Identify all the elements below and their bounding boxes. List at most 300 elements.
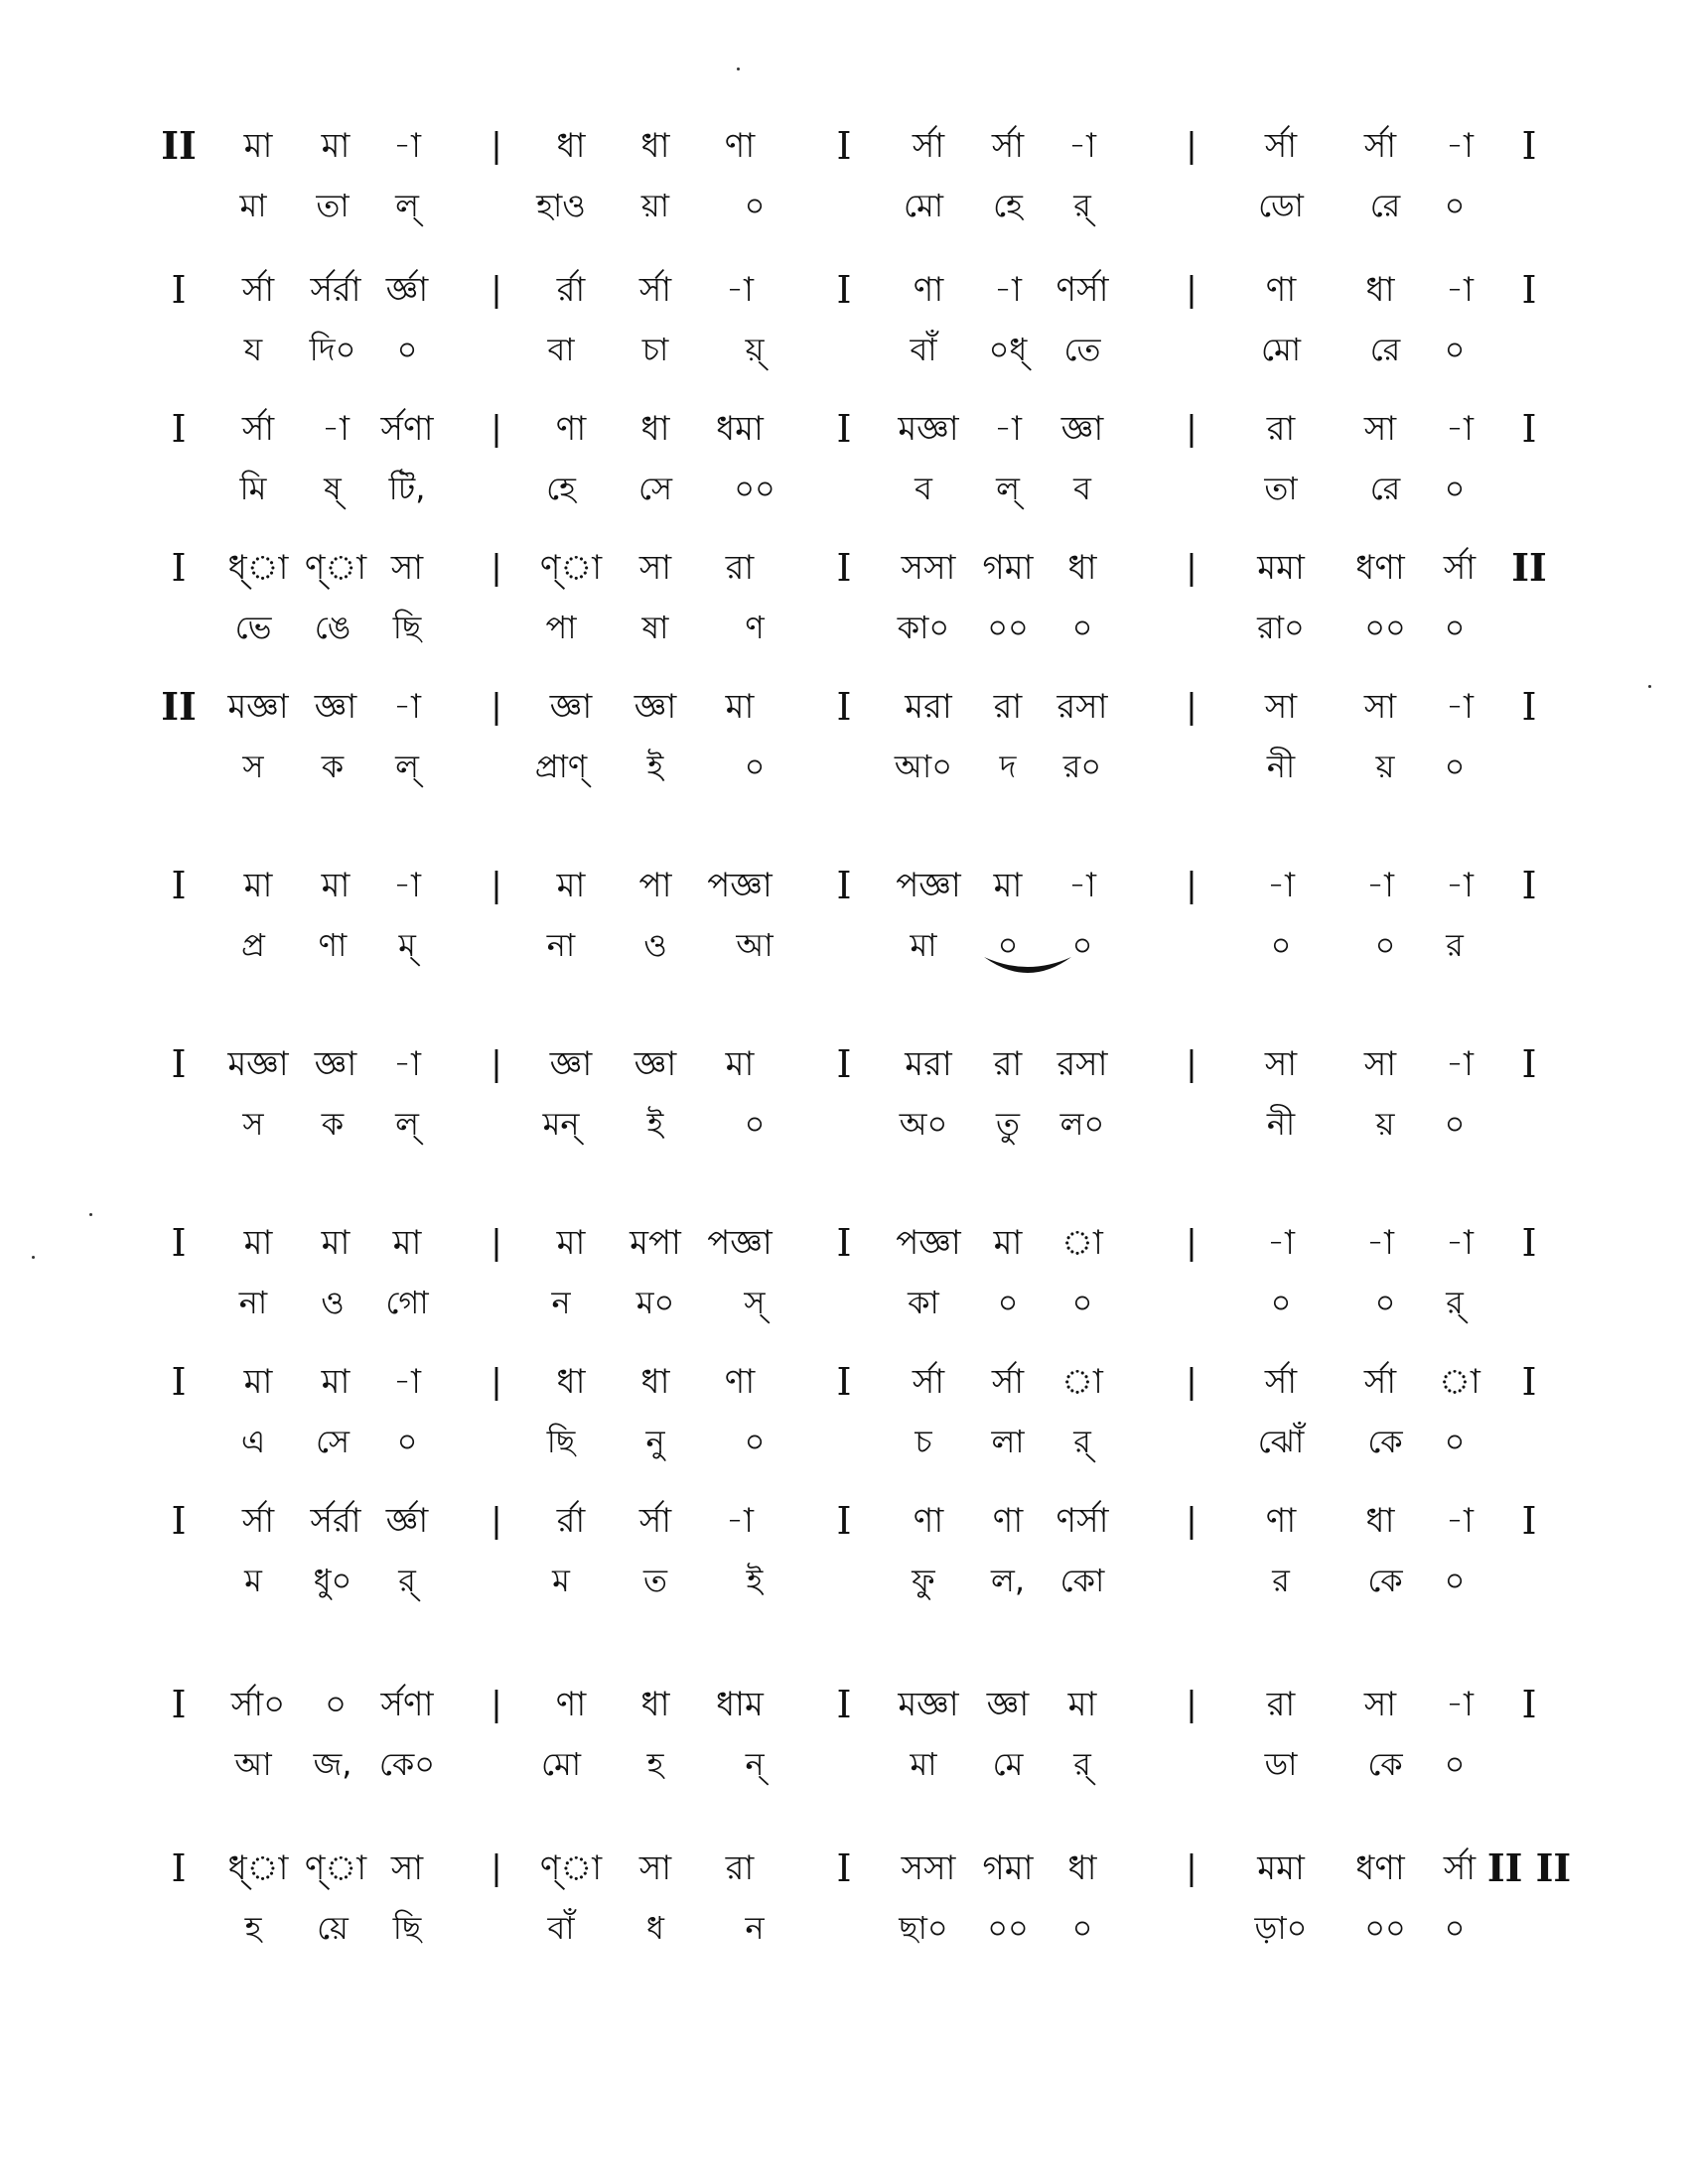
swara-note: সা (1363, 1044, 1397, 1084)
lyric-syllable: ছি (392, 609, 422, 646)
swara-note: া (1439, 1362, 1480, 1402)
notation-row (0, 1360, 1688, 1424)
lyric-syllable: ০০ (1364, 609, 1406, 646)
swara-note: ধা (640, 409, 670, 449)
lyric-syllable: ডা (1264, 1745, 1298, 1783)
lyric-syllable: হ (244, 1909, 262, 1947)
lyric-syllable: ঙে (314, 609, 352, 646)
swara-note: ণা (913, 1501, 944, 1541)
bar-line: | (491, 1685, 502, 1724)
swara-note: -া (1446, 1044, 1474, 1084)
lyric-syllable: ন্ (745, 1745, 765, 1783)
swara-note: মা (556, 866, 586, 905)
swara-note: ণ্া (304, 548, 367, 588)
bar-line: | (1186, 1362, 1197, 1402)
swara-note: -া (1446, 1223, 1474, 1263)
swara-note: র্সা (1264, 126, 1298, 166)
lyric-syllable: কা (908, 1284, 939, 1321)
swara-note: মা (321, 1223, 351, 1263)
bar-line: | (1186, 1044, 1197, 1084)
swara-note: মা (993, 866, 1023, 905)
notation-row (0, 407, 1688, 471)
notation-row (0, 1042, 1688, 1106)
lyric-syllable: ধু০ (313, 1562, 352, 1599)
swara-note: র্সা (912, 126, 945, 166)
lyric-syllable: রে (1369, 187, 1401, 224)
bar-line: | (1186, 1848, 1197, 1888)
lyric-syllable: র্ (398, 1562, 416, 1599)
bar-line: | (1186, 409, 1197, 449)
bar-line: I (171, 1360, 187, 1404)
lyric-syllable: য়্ (745, 331, 765, 368)
swara-note: ণা (913, 270, 944, 310)
lyric-syllable: ও (321, 1284, 345, 1321)
lyric-syllable: ০ (1071, 609, 1093, 646)
swara-note: সা (390, 548, 424, 588)
lyric-syllable: মা (910, 1745, 937, 1783)
swara-note: ধা (640, 126, 670, 166)
swara-note: র্সণা (380, 409, 434, 449)
lyric-syllable: কে (1367, 1745, 1403, 1783)
swara-note: র্সা (1363, 1362, 1397, 1402)
swara-note: ণর্সা (1055, 1501, 1109, 1541)
lyric-syllable: ০০ (734, 470, 775, 507)
lyric-syllable: বা (547, 331, 575, 368)
swara-note: ধা (556, 1362, 586, 1402)
lyric-syllable: গো (385, 1284, 429, 1321)
notation-row (0, 685, 1688, 749)
bar-line: | (491, 687, 502, 727)
scan-speck (1648, 685, 1651, 688)
bar-line: I (836, 1360, 852, 1404)
bar-line: | (491, 1501, 502, 1541)
swara-note: মরা (905, 1044, 952, 1084)
lyric-row (0, 745, 1688, 808)
lyric-syllable: লা (991, 1423, 1025, 1460)
swara-note: সা (1264, 1044, 1298, 1084)
lyric-syllable: মা (239, 187, 267, 224)
lyric-syllable: জ, (313, 1745, 352, 1783)
swara-note: র্সর্রা (310, 1501, 361, 1541)
lyric-syllable: স্ (744, 1284, 766, 1321)
lyric-syllable: ০ (997, 1284, 1019, 1321)
swara-note: মরা (905, 687, 952, 727)
swara-note: সা (1363, 687, 1397, 727)
swara-note: রা (993, 1044, 1023, 1084)
swara-note: মা (392, 1223, 422, 1263)
lyric-syllable: মো (540, 1745, 582, 1783)
swara-note: -া (1446, 270, 1474, 310)
swara-note: র্সা (241, 1501, 275, 1541)
lyric-row (0, 1906, 1688, 1970)
bar-line: | (491, 1044, 502, 1084)
swara-note: -া (994, 270, 1022, 310)
bar-line: I (1521, 1221, 1537, 1265)
lyric-syllable: মি (239, 470, 267, 507)
swara-note: জ্ঞা (314, 687, 357, 727)
lyric-syllable: ০ (1444, 1745, 1466, 1783)
swara-note: রা (1266, 1685, 1296, 1724)
bar-line: | (1186, 270, 1197, 310)
lyric-syllable: বাঁ (547, 1909, 575, 1947)
lyric-syllable: র্ (1073, 187, 1091, 224)
notation-row (0, 1221, 1688, 1285)
lyric-syllable: হে (993, 187, 1023, 224)
lyric-syllable: ডো (1258, 187, 1304, 224)
swara-note: ণা (1265, 1501, 1297, 1541)
bar-line: | (491, 409, 502, 449)
bar-line: I (171, 1221, 187, 1265)
bar-line: | (491, 1848, 502, 1888)
bar-line: I (836, 407, 852, 451)
lyric-syllable: ০ (1444, 1909, 1466, 1947)
lyric-syllable: য়া (640, 187, 670, 224)
lyric-row (0, 1559, 1688, 1622)
bar-line: II II (1486, 1845, 1572, 1890)
swara-note: মা (725, 1044, 755, 1084)
scan-speck (737, 68, 740, 70)
lyric-syllable: স (242, 748, 264, 785)
swara-note: ণা (724, 1362, 756, 1402)
swara-note: সসা (901, 548, 956, 588)
lyric-syllable: নী (1266, 1105, 1296, 1143)
notation-row (0, 1846, 1688, 1910)
swara-note: -া (322, 409, 350, 449)
lyric-syllable: কে (1367, 1562, 1403, 1599)
lyric-syllable: কো (1059, 1562, 1105, 1599)
swara-note: ধমা (716, 409, 764, 449)
swara-note: া (1061, 1362, 1103, 1402)
swara-note: পজ্ঞা (896, 866, 961, 905)
swara-note: ধ্া (227, 548, 289, 588)
swara-note: -া (393, 1044, 421, 1084)
swara-note: র্সা (1363, 126, 1397, 166)
swara-note: ধা (640, 1362, 670, 1402)
notation-row (0, 864, 1688, 927)
swara-note: সা (1363, 409, 1397, 449)
swara-note: গমা (982, 1848, 1034, 1888)
notation-row (0, 546, 1688, 610)
lyric-syllable: ০ (744, 748, 766, 785)
swara-note: মা (243, 1223, 273, 1263)
lyric-syllable: র্ (1073, 1745, 1091, 1783)
swara-note: র্সা (1443, 1848, 1477, 1888)
lyric-syllable: ল, (990, 1562, 1026, 1599)
swara-note: মজ্ঞা (898, 409, 959, 449)
lyric-syllable: ০ (1071, 1909, 1093, 1947)
swara-note: -া (1446, 687, 1474, 727)
swara-note: র্সা (241, 409, 275, 449)
lyric-syllable: ঝোঁ (1257, 1423, 1305, 1460)
swara-note: র্সর্রা (310, 270, 361, 310)
lyric-syllable: ০০ (1364, 1909, 1406, 1947)
lyric-syllable: ০ (744, 187, 766, 224)
lyric-syllable: তু (995, 1105, 1021, 1143)
lyric-syllable: তা (1264, 470, 1298, 507)
lyric-syllable: ল্ (395, 748, 419, 785)
lyric-syllable: ম০ (635, 1284, 675, 1321)
lyric-syllable: ০ (744, 1105, 766, 1143)
lyric-syllable: নু (645, 1423, 665, 1460)
lyric-syllable: ণা (318, 926, 348, 964)
swara-note: ণ্া (539, 548, 603, 588)
notation-row (0, 1683, 1688, 1746)
lyric-syllable: য (243, 331, 263, 368)
swara-note: র্সা (638, 1501, 672, 1541)
lyric-syllable: কে (1367, 1423, 1403, 1460)
swara-note: মা (243, 126, 273, 166)
lyric-syllable: প্রাণ্ (534, 748, 588, 785)
lyric-syllable: ল্ (395, 187, 419, 224)
swara-note: ণা (992, 1501, 1024, 1541)
lyric-syllable: র্ (1446, 1284, 1464, 1321)
swara-note: জ্ঞা (633, 1044, 677, 1084)
bar-line: I (836, 546, 852, 590)
bar-line: I (836, 1846, 852, 1890)
lyric-syllable: ০ (1374, 1284, 1396, 1321)
bar-line: II (161, 684, 197, 729)
lyric-syllable: ছা০ (899, 1909, 948, 1947)
bar-line: | (1186, 1685, 1197, 1724)
swara-note: ধা (1067, 1848, 1097, 1888)
swara-note: মা (556, 1223, 586, 1263)
bar-line: I (1521, 407, 1537, 451)
swara-note: সা (638, 548, 672, 588)
lyric-syllable: মে (992, 1745, 1024, 1783)
lyric-syllable: ০ (1444, 331, 1466, 368)
swara-note: -া (1366, 1223, 1394, 1263)
lyric-syllable: রে (1369, 470, 1401, 507)
bar-line: I (1521, 685, 1537, 729)
notation-row (0, 124, 1688, 188)
swara-note: -া (1446, 1501, 1474, 1541)
lyric-syllable: ম (244, 1562, 262, 1599)
swara-note: জ্ঞা (549, 687, 593, 727)
swara-note: মা (321, 126, 351, 166)
lyric-syllable: ল্ (395, 1105, 419, 1143)
lyric-syllable: আ (234, 1745, 272, 1783)
swara-note: র্জ্ঞা (385, 1501, 429, 1541)
bar-line: I (836, 124, 852, 168)
lyric-syllable: কা০ (897, 609, 950, 646)
swara-note: র্সণা (380, 1685, 434, 1724)
bar-line: I (171, 407, 187, 451)
bar-line: | (491, 270, 502, 310)
swara-note: মজ্ঞা (227, 1044, 289, 1084)
swara-note: জ্ঞা (549, 1044, 593, 1084)
swara-note: -া (726, 1501, 754, 1541)
lyric-syllable: ষ্ (324, 470, 342, 507)
lyric-syllable: সে (637, 470, 673, 507)
swara-note: ণা (724, 126, 756, 166)
bar-line: | (491, 126, 502, 166)
swara-note: ধ্া (227, 1848, 289, 1888)
swara-note: র্সা (991, 126, 1025, 166)
swara-note: মা (1067, 1685, 1097, 1724)
swara-note: রা (993, 687, 1023, 727)
swara-note: রা (725, 548, 755, 588)
lyric-syllable: চ (914, 1423, 932, 1460)
swara-note: -া (1446, 409, 1474, 449)
lyric-syllable: পা (545, 609, 577, 646)
swara-note: া (1061, 1223, 1103, 1263)
lyric-syllable: য় (1375, 748, 1395, 785)
swara-note: ০ (324, 1685, 348, 1724)
lyric-syllable: র (1272, 1562, 1290, 1599)
swara-note: ণর্সা (1055, 270, 1109, 310)
lyric-syllable: ভে (234, 609, 272, 646)
swara-note: র্জ্ঞা (385, 270, 429, 310)
lyric-syllable: ০ (1270, 1284, 1292, 1321)
swara-note: সা (390, 1848, 424, 1888)
lyric-syllable: ন (745, 1909, 765, 1947)
swara-note: -া (1267, 1223, 1295, 1263)
lyric-syllable: ল০ (1059, 1105, 1105, 1143)
swara-note: মা (725, 687, 755, 727)
lyric-syllable: ০ (396, 331, 418, 368)
lyric-syllable: ণ (745, 609, 765, 646)
swara-note: ধা (1067, 548, 1097, 588)
lyric-syllable: টি, (388, 470, 426, 507)
lyric-syllable: তে (1063, 331, 1101, 368)
bar-line: II (1511, 545, 1547, 590)
bar-line: I (836, 1499, 852, 1543)
lyric-row (0, 328, 1688, 391)
swara-note: -া (1446, 126, 1474, 166)
swara-note: মা (243, 1362, 273, 1402)
swara-note: র্সা (991, 1362, 1025, 1402)
bar-line: I (836, 864, 852, 907)
lyric-syllable: এ (240, 1423, 266, 1460)
swara-note: ধা (640, 1685, 670, 1724)
lyric-syllable: হে (546, 470, 576, 507)
swara-note: ণ্া (304, 1848, 367, 1888)
bar-line: | (1186, 548, 1197, 588)
lyric-syllable: না (546, 926, 576, 964)
bar-line: I (171, 1683, 187, 1726)
lyric-syllable: ল্ (996, 470, 1020, 507)
swara-note: র্সা (638, 270, 672, 310)
bar-line: I (171, 268, 187, 312)
swara-note: র্সা০ (230, 1685, 286, 1724)
bar-line: | (491, 548, 502, 588)
lyric-syllable: ই (646, 748, 664, 785)
swara-note: গমা (982, 548, 1034, 588)
bar-line: I (171, 1042, 187, 1086)
lyric-syllable: কে০ (378, 1745, 436, 1783)
lyric-syllable: হ (646, 1745, 664, 1783)
swara-note: -া (393, 126, 421, 166)
notation-row (0, 268, 1688, 332)
lyric-row (0, 1281, 1688, 1344)
lyric-syllable: ০০ (987, 609, 1029, 646)
bar-line: I (836, 1221, 852, 1265)
bar-line: I (1521, 124, 1537, 168)
bar-line: | (491, 1223, 502, 1263)
swara-note: মজ্ঞা (898, 1685, 959, 1724)
swara-note: মা (993, 1223, 1023, 1263)
lyric-syllable: ষা (641, 609, 669, 646)
lyric-syllable: ০ (396, 1423, 418, 1460)
lyric-syllable: ছি (546, 1423, 576, 1460)
lyric-syllable: তা (316, 187, 350, 224)
lyric-syllable: ০ (744, 1423, 766, 1460)
lyric-row (0, 1420, 1688, 1483)
swara-note: রা (725, 1848, 755, 1888)
lyric-syllable: ফু (912, 1562, 935, 1599)
swara-note: পজ্ঞা (707, 866, 773, 905)
bar-line: II (161, 123, 197, 168)
swara-note: মমা (1257, 548, 1305, 588)
swara-note: জ্ঞা (314, 1044, 357, 1084)
lyric-syllable: ০ (1444, 470, 1466, 507)
swara-note: মা (321, 866, 351, 905)
lyric-syllable: ০ (1071, 926, 1093, 964)
bar-line: | (1186, 866, 1197, 905)
swara-note: র্রা (556, 1501, 586, 1541)
swara-note: পা (638, 866, 672, 905)
lyric-syllable: মন্ (542, 1105, 580, 1143)
swara-note: সা (1363, 1685, 1397, 1724)
bar-line: | (1186, 1501, 1197, 1541)
lyric-row (0, 1742, 1688, 1806)
lyric-syllable: রে (1369, 331, 1401, 368)
lyric-syllable: হাও (536, 187, 586, 224)
lyric-syllable: স (242, 1105, 264, 1143)
lyric-syllable: র্ (1073, 1423, 1091, 1460)
lyric-syllable: অ০ (899, 1105, 948, 1143)
lyric-syllable: দ (999, 748, 1017, 785)
bar-line: I (1521, 1683, 1537, 1726)
lyric-row (0, 467, 1688, 530)
lyric-syllable: ব (914, 470, 932, 507)
swara-note: সসা (901, 1848, 956, 1888)
swara-note: -া (393, 1362, 421, 1402)
lyric-syllable: ধ (646, 1909, 664, 1947)
lyric-syllable: ০ (1444, 1105, 1466, 1143)
bar-line: | (491, 866, 502, 905)
swara-note: র্সা (1443, 548, 1477, 588)
swara-note: মজ্ঞা (227, 687, 289, 727)
lyric-syllable: র০ (1062, 748, 1102, 785)
swara-note: ণা (555, 409, 587, 449)
swara-note: সা (638, 1848, 672, 1888)
swara-note: -া (1446, 866, 1474, 905)
bar-line: I (836, 268, 852, 312)
bar-line: I (1521, 1360, 1537, 1404)
lyric-syllable: মা (910, 926, 937, 964)
swara-note: জ্ঞা (986, 1685, 1030, 1724)
lyric-syllable: মো (903, 187, 944, 224)
swara-note: ণা (555, 1685, 587, 1724)
notation-row (0, 1499, 1688, 1563)
swara-note: ধাম (716, 1685, 764, 1724)
lyric-syllable: ন (551, 1284, 571, 1321)
lyric-syllable: নী (1266, 748, 1296, 785)
bar-line: | (491, 1362, 502, 1402)
lyric-syllable: আ (736, 926, 774, 964)
swara-note: মপা (630, 1223, 681, 1263)
lyric-syllable: ম্ (398, 926, 416, 964)
swara-note: -া (1068, 126, 1096, 166)
lyric-syllable: য়ে (317, 1909, 349, 1947)
lyric-row (0, 184, 1688, 247)
swara-note: -া (1267, 866, 1295, 905)
swara-note: -া (726, 270, 754, 310)
lyric-syllable: ০ (1444, 748, 1466, 785)
slur-mark (978, 951, 1077, 991)
lyric-syllable: ০ (1444, 1423, 1466, 1460)
